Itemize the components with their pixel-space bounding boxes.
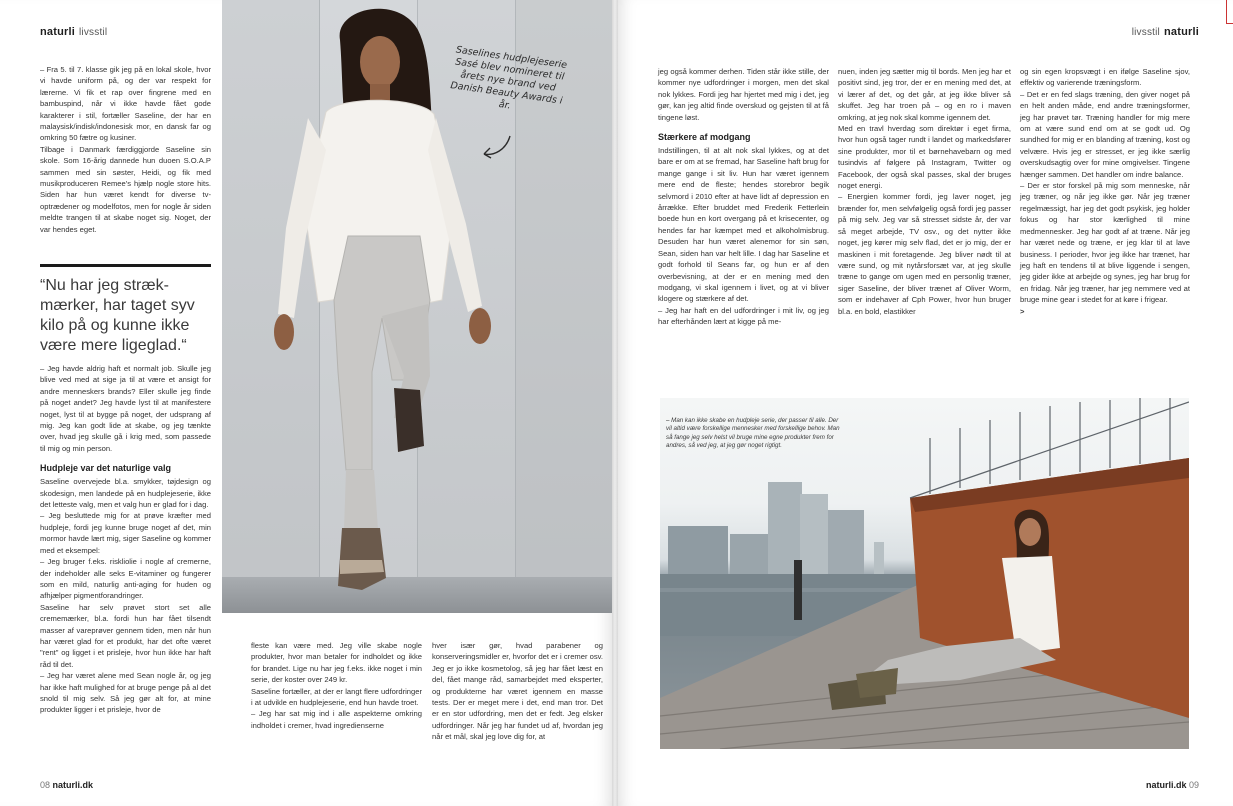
section-heading: Hudpleje var det naturlige valg [40, 463, 172, 474]
page-number: 08 [40, 780, 51, 790]
paragraph: Indstillingen, til at alt nok skal lykkes, og at det bare er om at se fremad, har Saseline haft brug for mange gange i sit liv. Hun har været igennem mere end de fleste; hendes storebror begik selvmord i 2010 efter at have lidt af depression en årrække. Efter bruddet med Frederik Fetterlein boede hun en kort overgang på et krisecenter, og hendes far har kæmpet med et alkoholmisbrug. Desuden har hun været alenemor for sin søn, Sean, siden han var helt lille. I dag har Saseline et godt forhold til Seans far, og hun er af den overbevisning, at der er en mening med den modgang, vi skal igennem i livet, og at vi bliver klogere og stærkere af det. [658, 146, 829, 304]
right-column-1 [658, 66, 829, 328]
header-section: livsstil [1131, 27, 1160, 38]
paragraph: jeg også kommer derhen. Tiden står ikke stille, der kommer nye udfordringer i morgen, men det skal nok lykkes. Fordi jeg har hjertet med mig i det, jeg gør, kan jeg altid finde overskud og gejsten til at få tingene løst. [658, 67, 829, 122]
right-folio [1146, 780, 1199, 790]
site-name: naturli.dk [1145, 780, 1187, 790]
waterfront-scene-illustration [660, 398, 1189, 749]
curved-arrow-icon [476, 132, 516, 162]
paragraph: – Jeg har sat mig ind i alle aspekterne omkring indholdet i cremer, hvad ingredienserne [251, 709, 422, 730]
left-column-3 [432, 640, 603, 743]
paragraph: – Der er stor forskel på mig som menneske, når jeg træner, og når jeg ikke gør. Når jeg træner regelmæssigt, har jeg det godt psykisk, jeg holder fokus og har stor kærlighed til mine medmennesker. Jeg har godt af at træne. Når jeg har været nede og træne, er jeg klar til at lave business. I perioder, hvor jeg ikke har trænet, har jeg haft en tendens til at blive liggende i sengen, jeg gider ikke at arbejde og synes, jeg har brug for en fridag. Når jeg træner, har jeg nemmere ved at bruge mine gear i stedet for at køre i frigear. [1020, 181, 1190, 305]
left-header [40, 26, 107, 38]
paragraph: – Det er en fed slags træning, den giver noget på en helt anden måde, end andre træningsformer, jeg har prøvet tør. Træning handler for mig mere om at være sund end om at se godt ud. Og sundhed for mig er en blanding af træning, kost og velvære. Hvis jeg er stresset, er jeg ikke særlig overskudsagtig over for mine omgivelser. Tingene hænger sammen. Det handler om indre balance. [1020, 89, 1190, 179]
site-name: naturli.dk [52, 780, 94, 790]
continue-arrow-icon: > [1020, 306, 1025, 316]
header-section: livsstil [79, 27, 108, 38]
paragraph: Tilbage i Danmark færdiggjorde Saseline sin skole. Som 16-årig dannede hun duoen S.O.A.P sammen med sin søster, Heidi, og fik med musikproduceren Remee's hjælp nogle store hits. Siden har hun været kendt for diverse tv-optrædener og modelfotos, men for nogle år siden meldte trangen til at skabe noget sig. Noget, der var hendes eget. [40, 144, 211, 234]
paragraph: – Jeg besluttede mig for at prøve kræfter med hudpleje, fordi jeg kunne bruge noget af det, min mormor havde lært mig, siger Saseline og kommer med et eksempel: [40, 511, 211, 555]
right-column-3 [1020, 66, 1190, 317]
paragraph: – Jeg har haft en del udfordringer i mit liv, og jeg har efterhånden lært at kigge på me- [658, 305, 829, 327]
paragraph: Med en travl hverdag som direktør i eget firma, hvor hun også tager rundt i landet og markedsfører sine produkter, mor til et børnehavebarn og med tusindvis af følgere på Instagram, Twitter og Facebook, der også skal passes, skal der bruges noget energi. [838, 124, 1011, 191]
left-folio [40, 780, 93, 790]
paragraph: – Jeg bruger f.eks. riskliolie i nogle af cremerne, der indeholder alle seks E-vitaminer og fungerer som en mild, naturlig anti-aging for huden og afhjælper pigmentforandringer. [40, 557, 211, 601]
header-brand: naturli [40, 26, 76, 38]
left-column-2 [251, 640, 422, 731]
paragraph: Saseline overvejede bl.a. smykker, tøjdesign og skodesign, men landede på en hudplejeserie, ikke det letteste valg, men et valg hun er glad for i dag. [40, 477, 211, 510]
paragraph: Saseline har selv prøvet stort set alle crememærker, bl.a. fordi hun har fået tilsendt masser af vareprøver gennem tiden, men når hun har været glad for et produkt, har det ofte været "rent" og ligget i et prisleje, hvor hun ikke har haft råd til det. [40, 602, 211, 669]
paragraph: – Fra 5. til 7. klasse gik jeg på en lokal skole, hvor vi havde uniform på, og der var respekt for lærerne. Vi fik et rap over fingrene med en bambuspind, når vi ikke havde fået gode karakterer i stil, fortæller Saseline, der har en malaysisk/indisk/indonesisk mor, en dansk far og omkring 50 fætre og kusiner. [40, 65, 211, 143]
right-header [1132, 26, 1199, 38]
header-brand: naturli [1163, 26, 1199, 38]
left-column-1-top [40, 64, 211, 235]
left-column-1-bottom [40, 363, 211, 716]
paragraph: Saseline fortæller, at der er langt flere udfordringer i at udvikle en hudplejeserie, end hun havde troet. [251, 686, 422, 708]
photo-caption-quote: – Man kan ikke skabe en hudpleje serie, der passer til alle. Der vil altid være forskellige mennesker med forskellige behov. Man så fange jeg selv helst vil bruge mine egne produkter frem for andres, så ved jeg, at jeg gør noget rigtigt. [666, 417, 840, 450]
pull-quote: “Nu har jeg stræk-mærker, har taget syv kilo på og kunne ikke være mere ligeglad.“ [40, 277, 195, 354]
left-page [0, 0, 612, 806]
paragraph: nuen, inden jeg sætter mig til bords. Men jeg har et positivt sind, jeg tror, der er en mening med det, at vi lærer af det, og det går, at jeg ikke bliver så skuffet. Jeg har troen på – og en ro i maven omkring, at jeg nok skal komme igennem det. [838, 67, 1011, 122]
paragraph: – Jeg har været alene med Sean nogle år, og jeg har ikke haft mulighed for at bruge penge på al det snold til mig selv. Så jeg gør alt for, at mine produkter ligger i et prisleje, hvor de [40, 671, 211, 715]
pullquote-rule [40, 264, 211, 267]
page-number: 09 [1188, 780, 1199, 790]
section-heading: Stærkere af modgang [658, 132, 751, 143]
paragraph: – Jeg havde aldrig haft et normalt job. Skulle jeg blive ved med at sige ja til at være et ansigt for andre menneskers brands? Eller skulle jeg finde på noget andet? Jeg havde lyst til at manifestere noget, lyst til at bygge på noget, der udsprang af mig. Jeg kan godt lide at skabe, og jeg tænkte over, hvad jeg skulle gå i krig med, som passede til mig og min person. [40, 364, 211, 453]
right-column-2 [838, 66, 1011, 317]
corner-mark [1226, 0, 1233, 24]
waterfront-photo [660, 398, 1189, 749]
paragraph: hver især gør, hvad parabener og konserveringsmidler er, hvorfor det er i cremer osv. Jeg er jo ikke kosmetolog, så jeg har fået læst en del, fået mange råd, samarbejdet med eksperter, og produkterne har været igennem en masse tests. Der er meget mere i det, end man tror. Det er en stor udfordring, men det er fedt. Jeg elsker udfordringer. Når jeg har fundet ud af, hvordan jeg når et mål, skal jeg love dig for, at [432, 641, 603, 742]
paragraph: fleste kan være med. Jeg ville skabe nogle produkter, hvor man betaler for indholdet og ikke for brandet. Lige nu har jeg f.eks. ikke noget i min serie, der koster over 249 kr. [251, 641, 422, 685]
paragraph: og sin egen kropsvægt i en ifølge Saseline sjov, effektiv og varierende træningsform. [1020, 67, 1190, 88]
paragraph: – Energien kommer fordi, jeg laver noget, jeg brænder for, men selvfølgelig også fordi jeg passer på mig selv. Jeg var så stresset sidste år, der var så meget arbejde, TV osv., og det nytter ikke noget, jeg kører mig selv flad, det er jo mig, der er maskinen i mit foretagende. Jeg bliver nødt til at være sund, og mit nytårsforsæt var, at jeg skulle træne to gange om ugen med en personlig træner, siger Saseline, der bliver trænet af Oliver Worm, som er indehaver af Cph Power, hvor hun bruger bl.a. en bold, elastikker [838, 192, 1011, 316]
photo-caption-handwritten: Saselines hudplejeserie Sasé blev nomineret til årets nye brand ved Danish Beauty Awards i år. [449, 44, 568, 112]
